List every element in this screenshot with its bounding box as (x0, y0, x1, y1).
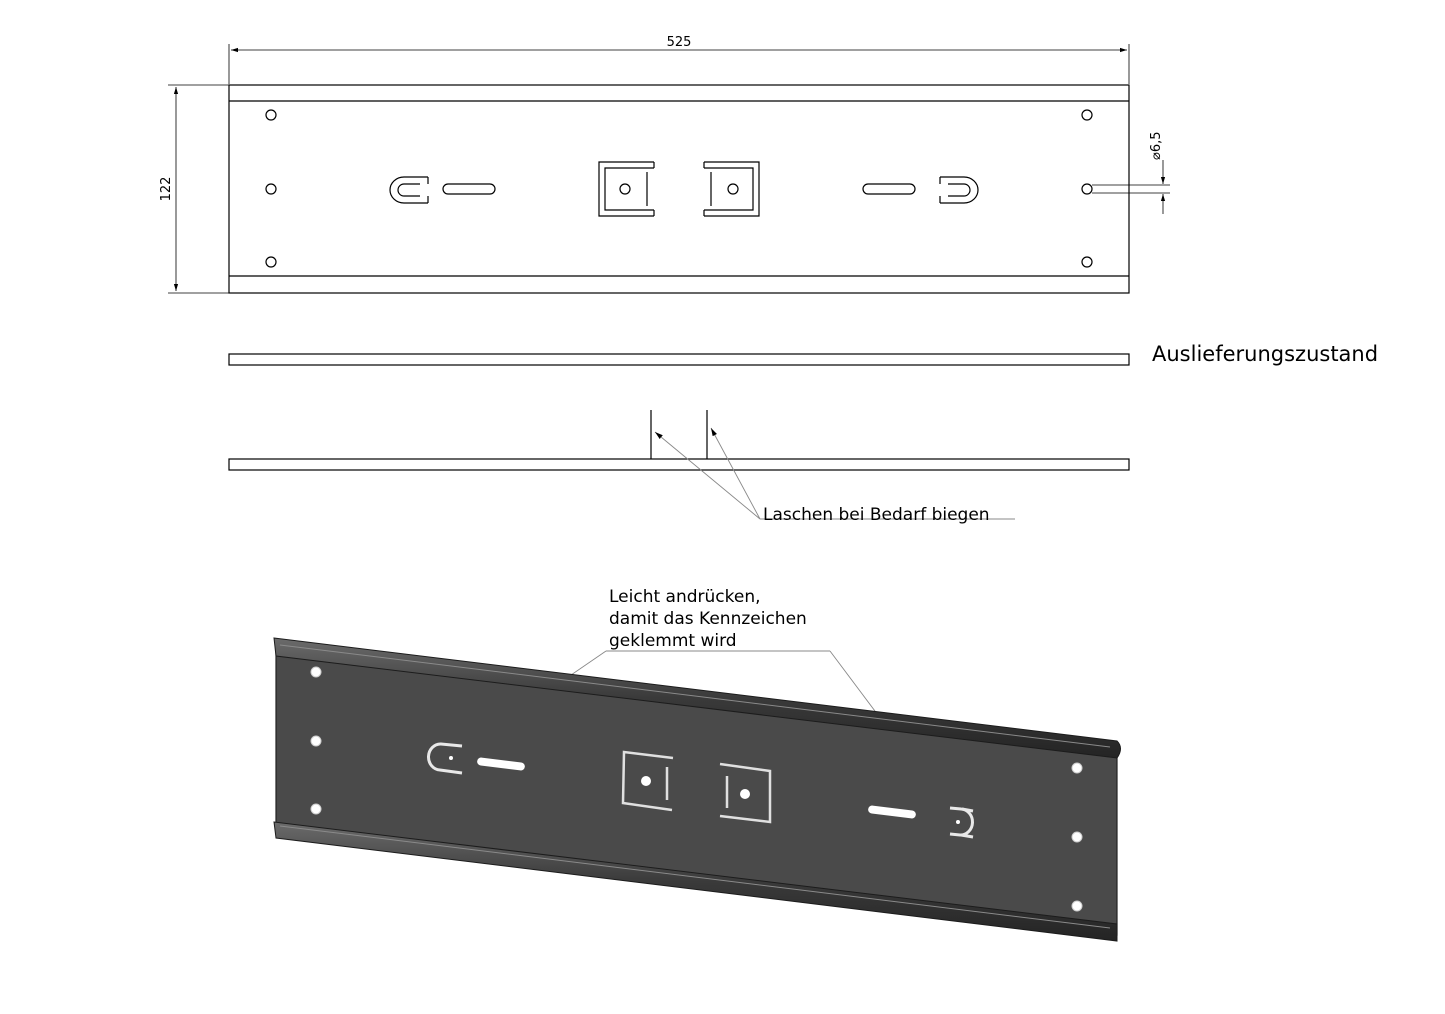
mounting-hole (311, 804, 321, 814)
mounting-hole (1072, 763, 1082, 773)
side-view-bent (229, 410, 1129, 525)
height-dimension-label: 122 (159, 176, 174, 202)
mounting-hole (1082, 257, 1092, 267)
press-note-line3: geklemmt wird (609, 631, 737, 651)
mounting-hole (1082, 184, 1092, 194)
perspective-view (274, 587, 1121, 941)
width-dimension (229, 35, 1129, 84)
width-dimension-label: 525 (666, 35, 692, 50)
mounting-hole (1082, 110, 1092, 120)
mounting-hole (266, 110, 276, 120)
press-note-line2: damit das Kennzeichen (609, 609, 807, 629)
delivery-state-label: Auslieferungszustand (1152, 342, 1379, 366)
mounting-hole (1072, 832, 1082, 842)
bend-tabs-note: Laschen bei Bedarf biegen (763, 505, 990, 525)
u-clip-right (940, 177, 978, 203)
hole-diameter-label: ⌀6,5 (1149, 131, 1164, 160)
mounting-hole (266, 257, 276, 267)
press-note-line1: Leicht andrücken, (609, 587, 761, 607)
top-view (159, 35, 1170, 293)
mounting-hole (311, 667, 321, 677)
mounting-hole (1072, 901, 1082, 911)
hole-diameter-dimension (1092, 131, 1170, 214)
side-view-delivered (229, 342, 1378, 366)
center-tab-left (599, 162, 654, 216)
plate-side-profile-bent (229, 459, 1129, 470)
slot-right (863, 184, 915, 194)
plate-outline (229, 85, 1129, 293)
mounting-hole (266, 184, 276, 194)
mounting-hole (311, 736, 321, 746)
slot-left (443, 184, 495, 194)
center-tab-right (704, 162, 759, 216)
height-dimension (159, 85, 229, 293)
plate-side-profile (229, 354, 1129, 365)
u-clip-left (390, 177, 428, 203)
